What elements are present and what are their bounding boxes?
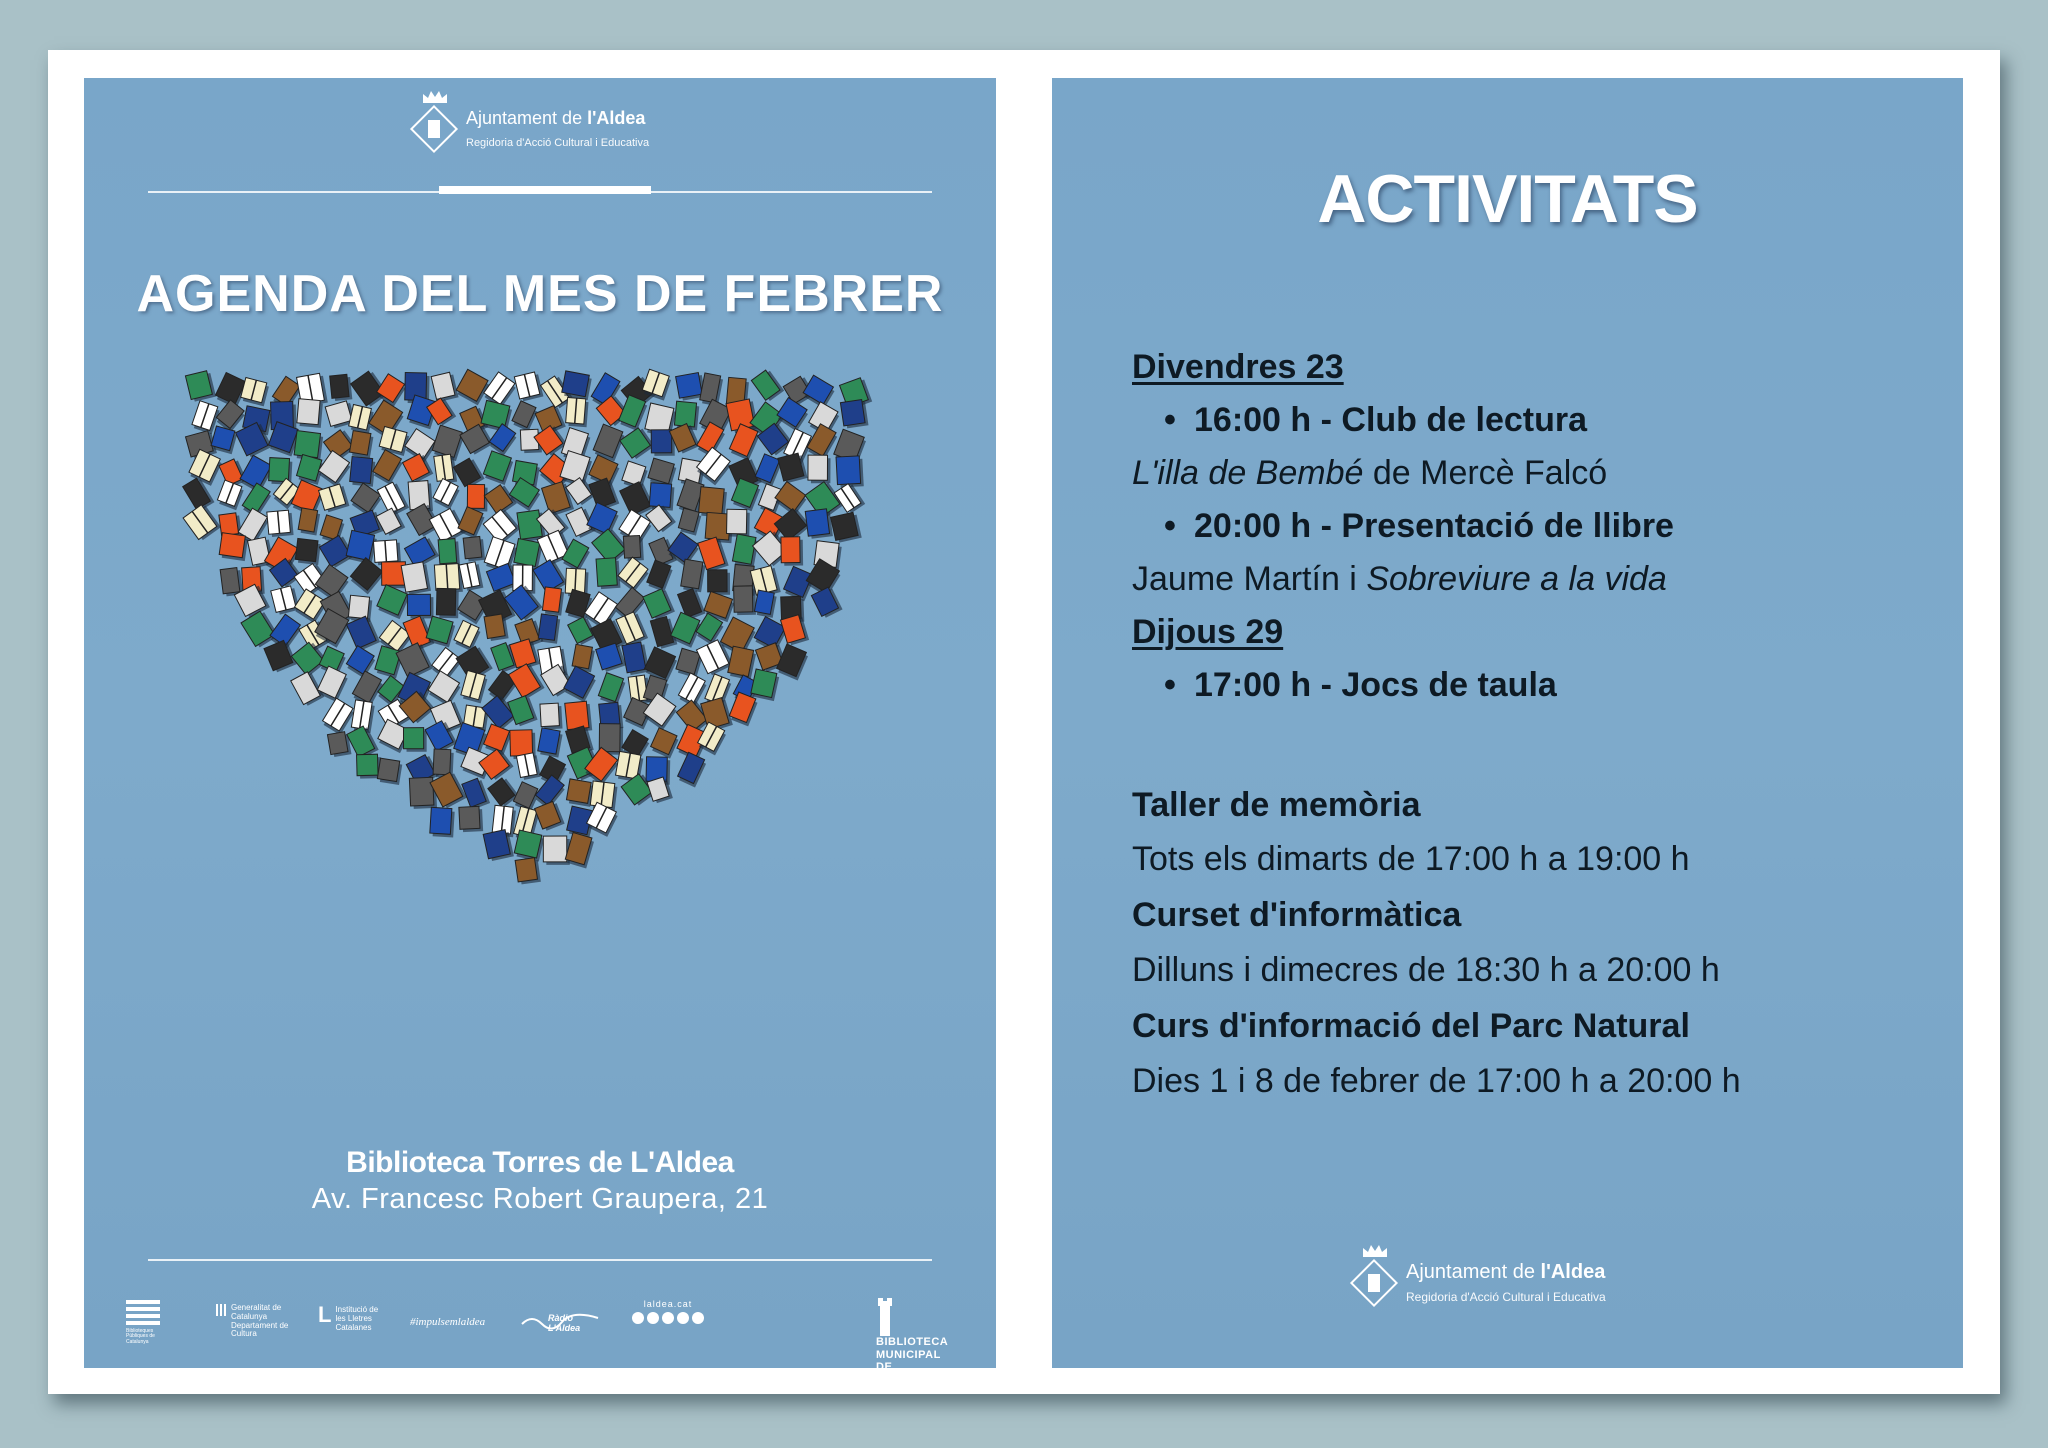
letter-l-icon: L [318, 1302, 332, 1327]
book-icon [537, 728, 563, 758]
ajuntament-logo [408, 90, 649, 168]
town-emblem-icon [1348, 1244, 1400, 1322]
book-icon [678, 508, 703, 536]
book-icon [378, 426, 409, 456]
course-schedule: Dies 1 i 8 de febrer de 17:00 h a 20:00 h [1132, 1062, 1741, 1100]
book-icon [330, 374, 353, 401]
book-icon [375, 374, 407, 407]
sponsor-logos [120, 1296, 966, 1386]
book-icon [514, 830, 545, 862]
book-icon [482, 451, 514, 485]
book-icon [183, 503, 221, 542]
book-author: de Mercè Falcó [1363, 454, 1608, 492]
logo-prefix: Ajuntament de [1406, 1261, 1535, 1284]
book-icon [319, 483, 350, 513]
event-detail [1132, 560, 1667, 599]
book-icon [597, 673, 626, 706]
book-icon [455, 369, 491, 405]
book-icon [436, 588, 458, 618]
book-icon [781, 537, 803, 566]
book-icon [430, 807, 455, 837]
logo-name: l'Aldea [1540, 1261, 1606, 1284]
book-icon [185, 370, 216, 402]
institucio-lletres-logo: L Institució de les Lletres Catalanes [318, 1302, 379, 1332]
book-icon [726, 509, 749, 537]
book-icon [345, 646, 377, 679]
library-name: Biblioteca Torres de L'Aldea [346, 1146, 734, 1179]
book-icon [267, 510, 294, 537]
day-heading: Dijous 29 [1132, 613, 1284, 651]
agenda-title: AGENDA DEL MES DE FEBRER [136, 265, 944, 323]
hashtag-logo: #impulsemlaldea [410, 1316, 486, 1328]
radio-laldea-logo: Ràdio L'Aldea [520, 1310, 604, 1335]
book-icon [643, 588, 675, 621]
book-icon [297, 399, 324, 428]
book-icon [403, 728, 426, 752]
book-icon [432, 479, 461, 510]
event-item: • 17:00 h - Jocs de taula [1164, 666, 1557, 705]
logo-subtitle: Regidoria d'Acció Cultural i Educativa [1406, 1290, 1606, 1305]
book-icon [840, 399, 868, 429]
book-icon [754, 590, 777, 618]
book-icon [374, 646, 404, 679]
book-icon [377, 758, 403, 785]
event-item: • 20:00 h - Presentació de llibre [1164, 507, 1674, 546]
course-schedule: Tots els dimarts de 17:00 h a 19:00 h [1132, 840, 1690, 878]
book-icon [727, 646, 756, 680]
book-icon [750, 669, 780, 701]
book-icon [403, 452, 434, 484]
biblioteques-publiques-logo: Biblioteques Públiques de Catalunya [126, 1300, 166, 1345]
book-icon [646, 560, 674, 592]
book-icon [407, 594, 433, 618]
book-icon [831, 512, 862, 544]
header-divider-accent [439, 186, 651, 194]
book-icon [622, 641, 650, 675]
web-social-logo: laldea.cat [628, 1300, 708, 1329]
book-icon [543, 836, 569, 865]
book-icon [438, 538, 460, 566]
book-icon [732, 534, 759, 568]
book-icon [676, 752, 707, 787]
book-icon [348, 405, 374, 434]
book-icon [542, 587, 564, 616]
book-icon [728, 692, 758, 726]
social-media-icons [630, 1310, 706, 1326]
biblioteca-municipal-logo: BIBLIOTECA MUNICIPAL DE L'ALDEA [876, 1296, 972, 1387]
book-icon [401, 561, 431, 595]
book-icon [811, 586, 842, 619]
book-author: Jaume Martín i [1132, 560, 1367, 598]
book-icon [488, 776, 519, 808]
book-icon [463, 536, 485, 562]
book-icon [371, 450, 404, 485]
book-icon [459, 806, 483, 832]
book-icon [467, 484, 487, 511]
book-icon [462, 777, 490, 810]
book-icon [780, 614, 809, 646]
book-icon [508, 695, 538, 728]
book-icon [751, 368, 784, 402]
book-icon [453, 620, 482, 651]
book-icon [295, 538, 321, 565]
book-icon [515, 857, 541, 885]
book-icon [623, 535, 644, 561]
book-icon [271, 585, 300, 615]
library-address: Av. Francesc Robert Graupera, 21 [311, 1183, 769, 1215]
book-icon [349, 431, 374, 459]
book-icon [565, 398, 588, 428]
book-icon [734, 586, 756, 615]
book-icon [564, 832, 594, 868]
course-name: Taller de memòria [1132, 786, 1421, 824]
book-icon [514, 371, 543, 402]
agenda-poster [84, 78, 996, 1386]
book-icon [566, 779, 594, 807]
book-icon [808, 455, 831, 483]
activities-poster [1052, 78, 1963, 1368]
book-icon [349, 483, 383, 517]
heart-of-books-icon [164, 368, 894, 1058]
book-icon [649, 483, 675, 511]
event-detail [1132, 454, 1607, 493]
book-icon [484, 614, 509, 642]
town-emblem-icon [408, 90, 460, 168]
book-icon [535, 800, 565, 831]
book-icon [562, 666, 597, 702]
book-icon [511, 401, 539, 432]
course-name: Curset d'informàtica [1132, 896, 1462, 934]
book-title: Sobreviure a la vida [1366, 560, 1667, 598]
book-icon [775, 398, 809, 432]
book-icon [216, 480, 244, 510]
book-icon [834, 482, 865, 515]
book-icon [219, 533, 249, 561]
activities-title: ACTIVITATS [1317, 161, 1698, 237]
ajuntament-logo [1348, 1244, 1606, 1322]
book-icon [516, 752, 540, 780]
logo-name: l'Aldea [587, 108, 646, 129]
book-icon [298, 508, 321, 536]
book-icon [349, 456, 375, 486]
book-icon [317, 451, 352, 487]
book-icon [376, 585, 410, 619]
book-icon [649, 728, 679, 759]
logo-subtitle: Regidoria d'Acció Cultural i Educativa [466, 136, 650, 149]
book-icon [538, 614, 561, 644]
book-icon [459, 561, 483, 591]
book-icon [426, 671, 462, 707]
event-item: • 16:00 h - Club de lectura [1164, 401, 1587, 440]
stacked-books-icon [126, 1300, 160, 1326]
book-icon [643, 647, 678, 682]
book-icon [680, 559, 706, 592]
book-title: L'illa de Bembé [1132, 454, 1364, 492]
book-icon [431, 372, 458, 403]
tower-icon [876, 1296, 894, 1336]
book-icon [460, 671, 488, 704]
book-icon [616, 557, 650, 592]
book-icon [240, 377, 270, 406]
book-icon [346, 615, 380, 652]
generalitat-logo: Generalitat de Catalunya Departament de Cultura [216, 1304, 292, 1339]
book-icon [346, 530, 378, 564]
generalitat-flag-icon [216, 1304, 228, 1316]
logo-prefix: Ajuntament de [466, 108, 583, 129]
book-icon [596, 558, 620, 590]
book-icon [561, 371, 592, 400]
book-icon [540, 703, 563, 730]
brochure-sheet [48, 50, 2000, 1394]
day-heading: Divendres 23 [1132, 348, 1344, 386]
book-icon [321, 698, 356, 735]
course-name: Curs d'informació del Parc Natural [1132, 1007, 1690, 1045]
footer-divider [148, 1259, 932, 1261]
book-icon [836, 456, 864, 488]
book-icon [805, 508, 833, 539]
course-schedule: Dilluns i dimecres de 18:30 h a 20:00 h [1132, 951, 1720, 989]
